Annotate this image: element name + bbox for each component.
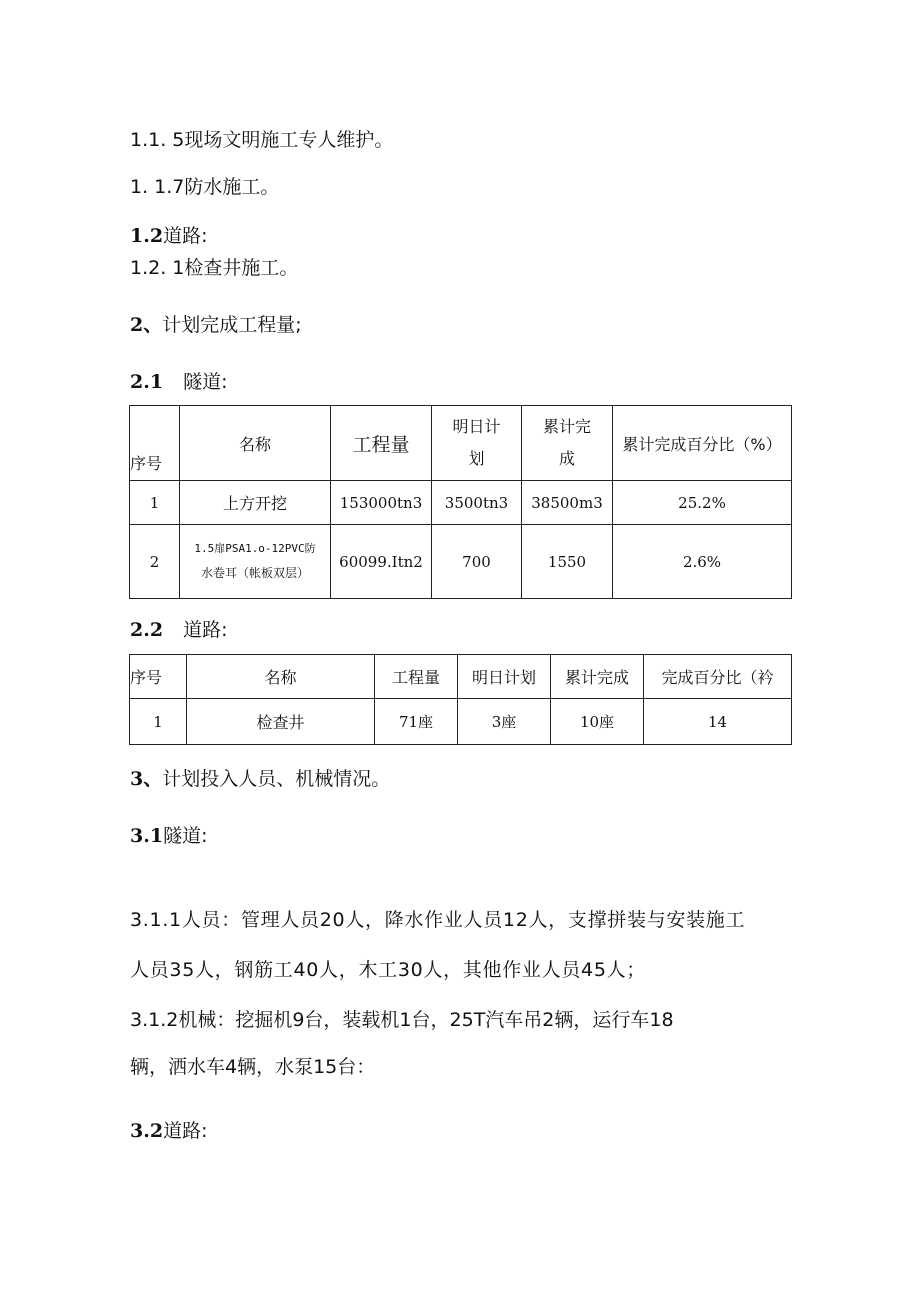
heading-2 [130, 313, 302, 337]
cell-seq: 1 [130, 481, 180, 525]
heading-3-2-number: 3.2 [130, 1120, 164, 1142]
heading-3-2 [130, 1119, 207, 1143]
machinery-line-2: 辆，洒水车4辆，水泵15台： [130, 1056, 376, 1078]
line-1-1-5: 1.1. 5现场文明施工专人维护。 [130, 129, 394, 151]
heading-3-1-text: 隧道: [163, 825, 208, 847]
heading-1-2 [130, 224, 207, 248]
header-cum: 累计完成 [551, 655, 644, 699]
line-1-2-1: 1.2. 1检查井施工。 [130, 257, 299, 279]
heading-2-1-number: 2.1 [130, 371, 164, 393]
header-cum-line2: 成 [558, 449, 575, 468]
cell-plan: 3座 [458, 699, 551, 745]
heading-1-2-number: 1.2 [130, 225, 164, 247]
cell-cum: 10座 [551, 699, 644, 745]
cell-pct: 25.2% [613, 481, 792, 525]
heading-2-2-text: 道路: [183, 619, 228, 641]
cell-pct: 2.6% [613, 525, 792, 599]
cell-pct: 14 [644, 699, 792, 745]
heading-3-text: 计划投入人员、机械情况。 [162, 768, 391, 790]
header-plan-line1: 明日计 [452, 417, 501, 436]
road-table [129, 654, 792, 745]
table-header-row [130, 406, 792, 481]
header-pct: 完成百分比（衿 [644, 655, 792, 699]
table-header-row [130, 655, 792, 699]
heading-2-text: 计划完成工程量; [162, 314, 302, 336]
header-qty: 工程量 [375, 655, 458, 699]
cell-name: 上方开挖 [180, 481, 331, 525]
header-pct: 累计完成百分比（%） [613, 406, 792, 481]
cell-seq: 1 [130, 699, 187, 745]
header-cum-line1: 累计完 [542, 417, 591, 436]
cell-plan: 3500tn3 [432, 481, 522, 525]
cell-name-line2: 水卷耳（帐板双层） [200, 565, 309, 580]
heading-2-1 [130, 370, 227, 394]
header-cum [522, 406, 613, 481]
cell-cum: 38500m3 [522, 481, 613, 525]
table-row [130, 699, 792, 745]
header-name: 名称 [187, 655, 375, 699]
table-row [130, 481, 792, 525]
personnel-line-1: 3.1.1人员：管理人员20人，降水作业人员12人，支撑拼装与安装施工 [130, 909, 746, 931]
header-plan-line2: 划 [468, 449, 485, 468]
table-row [130, 525, 792, 599]
cell-plan: 700 [432, 525, 522, 599]
line-1-1-7: 1. 1.7防水施工。 [130, 176, 280, 198]
header-seq: 序号 [130, 406, 180, 481]
heading-3-1-number: 3.1 [130, 825, 164, 847]
cell-qty: 60099.Itn2 [331, 525, 432, 599]
cell-seq: 2 [130, 525, 180, 599]
heading-3-2-text: 道路: [163, 1120, 208, 1142]
tunnel-table [129, 405, 792, 599]
cell-name-line1: 1.5扉PSA1.o-12PVC防 [194, 541, 316, 555]
heading-2-number: 2、 [130, 314, 163, 336]
header-qty: 工程量 [331, 406, 432, 481]
heading-3 [130, 767, 390, 791]
personnel-line-2: 人员35人，钢筋工40人，木工30人，其他作业人员45人； [130, 959, 647, 981]
heading-1-2-text: 道路: [163, 225, 208, 247]
cell-name: 检查井 [187, 699, 375, 745]
heading-3-number: 3、 [130, 768, 163, 790]
cell-qty: 153000tn3 [331, 481, 432, 525]
header-name: 名称 [180, 406, 331, 481]
header-plan: 明日计划 [458, 655, 551, 699]
cell-name [180, 525, 331, 599]
heading-2-2 [130, 618, 227, 642]
heading-2-2-number: 2.2 [130, 619, 164, 641]
heading-3-1 [130, 824, 207, 848]
cell-qty: 71座 [375, 699, 458, 745]
cell-cum: 1550 [522, 525, 613, 599]
machinery-line-1: 3.1.2机械：挖掘机9台，装载机1台，25T汽车吊2辆，运行车18 [130, 1009, 674, 1031]
header-plan [432, 406, 522, 481]
heading-2-1-text: 隧道: [183, 371, 228, 393]
header-seq: 序号 [130, 655, 187, 699]
